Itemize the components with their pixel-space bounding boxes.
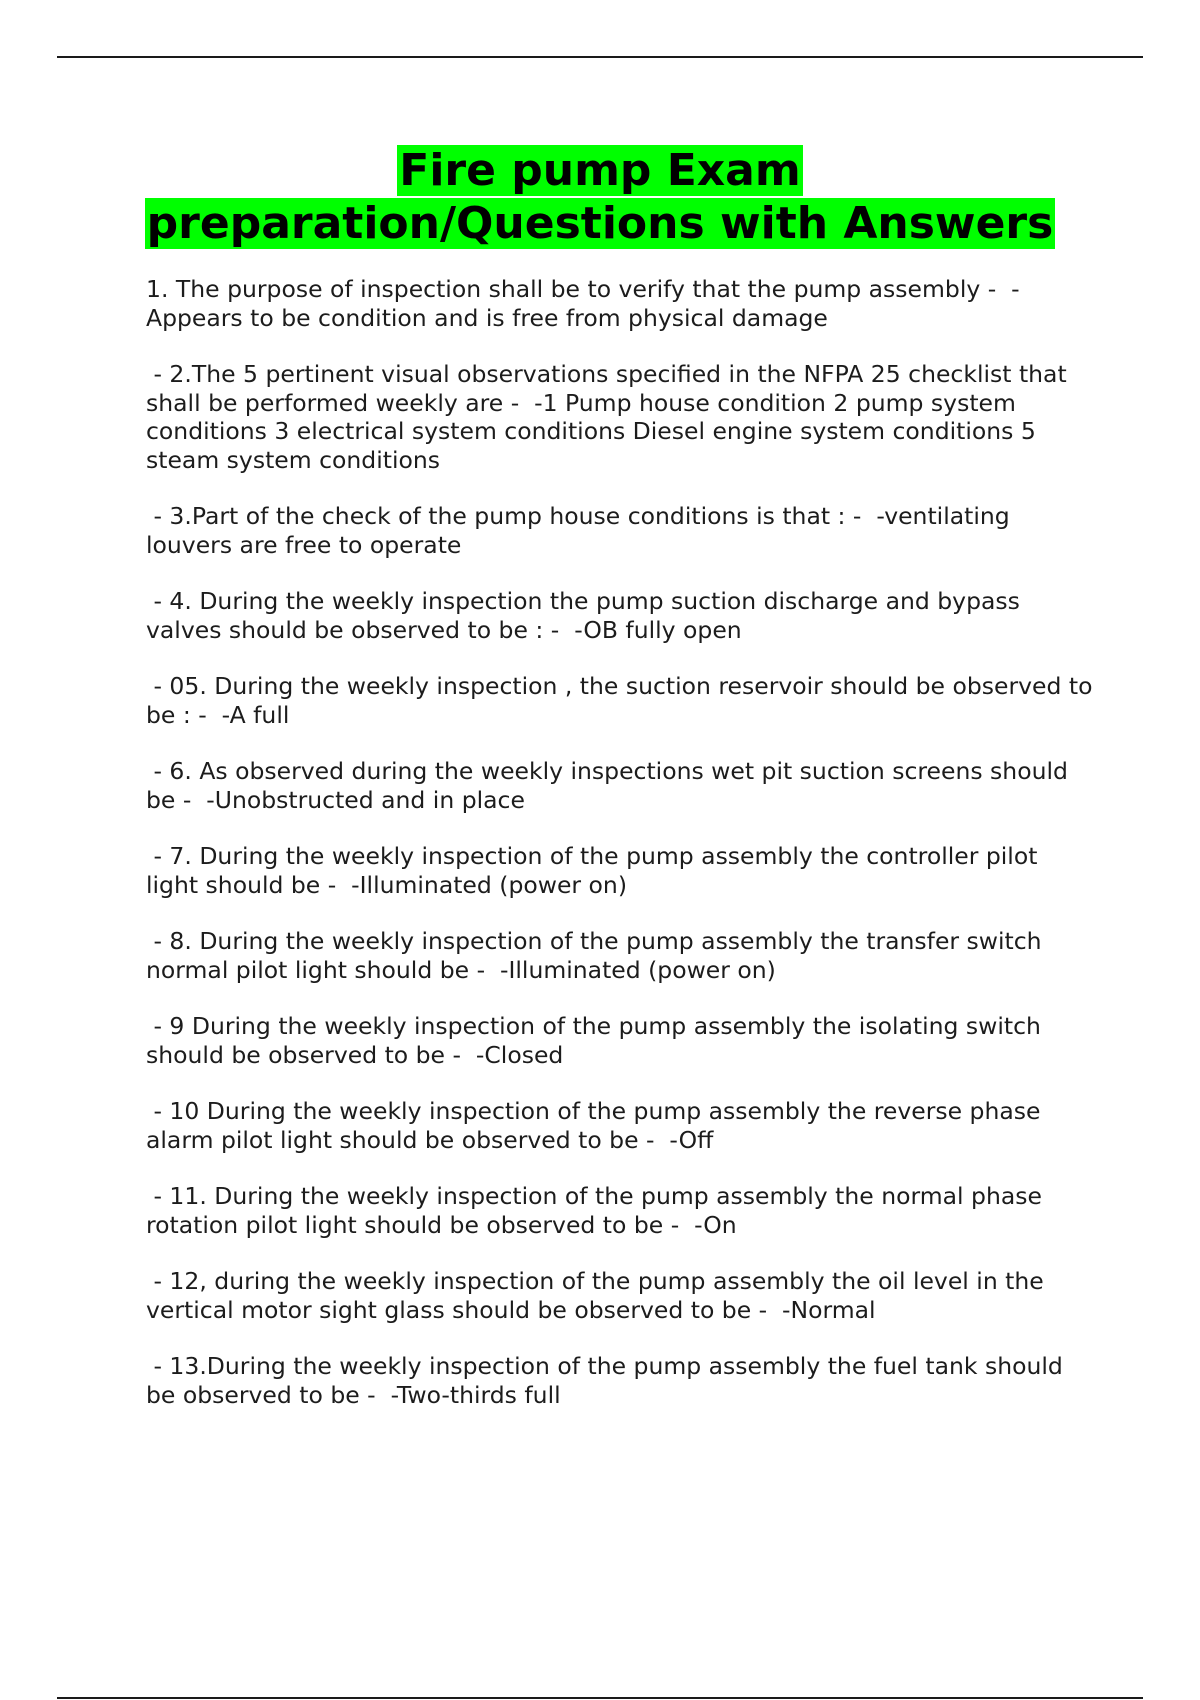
header-rule xyxy=(57,56,1143,58)
question-item: - 3.Part of the check of the pump house conditions is that : - -ventilating louvers are free to operate xyxy=(146,502,1018,559)
question-item: - 10 During the weekly inspection of the pump assembly the reverse phase alarm pilot light should be observed to be - -Off xyxy=(146,1097,1048,1154)
question-item: - 11. During the weekly inspection of the pump assembly the normal phase rotation pilot light should be observed to be - -On xyxy=(146,1182,1050,1239)
title-line-1: Fire pump Exam xyxy=(399,145,801,196)
question-item: - 12, during the weekly inspection of the pump assembly the oil level in the vertical motor sight glass should be observed to be - -Normal xyxy=(146,1267,1052,1324)
question-item: - 13.During the weekly inspection of the pump assembly the fuel tank should be observed to be - -Two-thirds full xyxy=(146,1352,1071,1409)
question-list xyxy=(146,275,1100,1437)
document-title xyxy=(0,144,1200,250)
question-item: - 4. During the weekly inspection the pump suction discharge and bypass valves should be observed to be : - -OB fully open xyxy=(146,587,1028,644)
title-line-2: preparation/Questions with Answers xyxy=(146,198,1054,249)
question-item: - 05. During the weekly inspection , the suction reservoir should be observed to be : - -A full xyxy=(146,672,1100,729)
question-item: - 2.The 5 pertinent visual observations specified in the NFPA 25 checklist that shall be performed weekly are - -1 Pump house condition 2 pump system conditions 3 electrical system conditions Diesel engine system conditions 5 steam system conditions xyxy=(146,360,1075,474)
question-item: - 8. During the weekly inspection of the pump assembly the transfer switch normal pilot light should be - -Illuminated (power on) xyxy=(146,927,1050,984)
question-item: - 9 During the weekly inspection of the pump assembly the isolating switch should be observed to be - -Closed xyxy=(146,1012,1049,1069)
question-item: - 7. During the weekly inspection of the pump assembly the controller pilot light should be - -Illuminated (power on) xyxy=(146,842,1045,899)
question-item: - 6. As observed during the weekly inspections wet pit suction screens should be - -Unobstructed and in place xyxy=(146,757,1076,814)
question-item: 1. The purpose of inspection shall be to verify that the pump assembly - -Appears to be condition and is free from physical damage xyxy=(146,275,1020,332)
footer-rule xyxy=(57,1697,1143,1699)
